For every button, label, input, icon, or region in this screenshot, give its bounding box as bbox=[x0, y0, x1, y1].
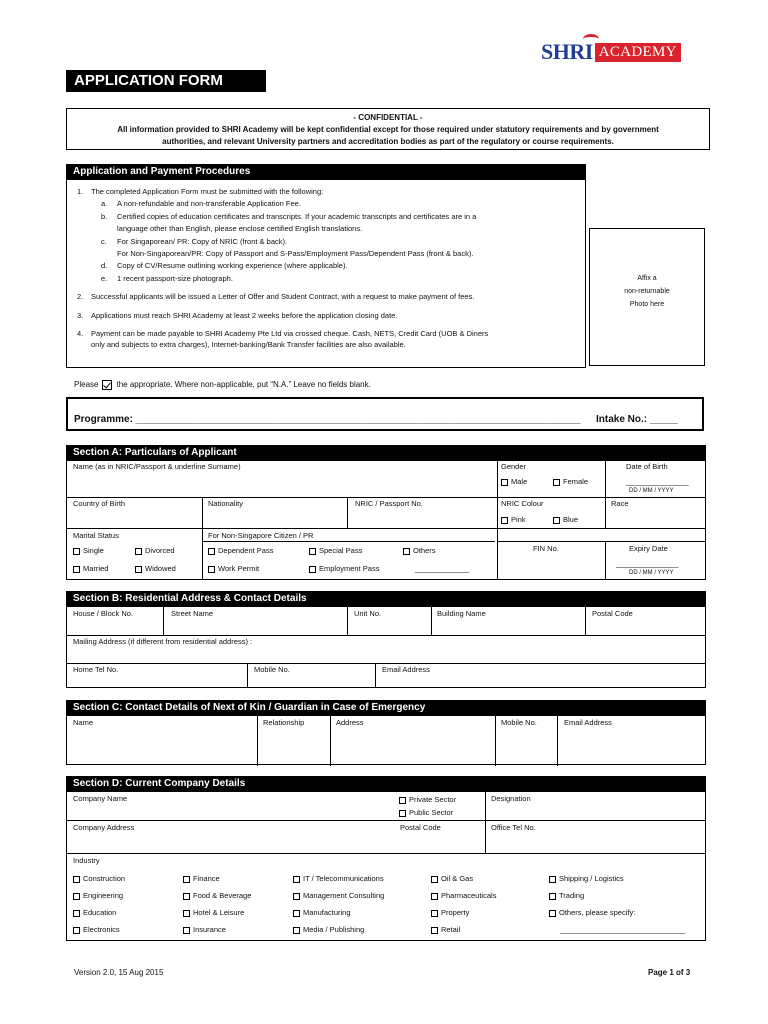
employment-option[interactable] bbox=[309, 564, 379, 573]
expiry-label: Expiry Date bbox=[629, 544, 668, 553]
shri-academy-logo bbox=[541, 40, 681, 64]
procedure-item-4-num: 4. bbox=[77, 329, 84, 339]
pink-checkbox[interactable] bbox=[501, 517, 508, 524]
industry-management[interactable] bbox=[293, 891, 384, 900]
street-label: Street Name bbox=[171, 609, 214, 618]
male-option[interactable] bbox=[501, 477, 527, 486]
section-d bbox=[66, 776, 706, 941]
industry-trading[interactable] bbox=[549, 891, 584, 900]
section-c bbox=[66, 700, 706, 765]
section-a bbox=[66, 445, 706, 580]
confidential-heading: - CONFIDENTIAL - bbox=[353, 113, 423, 122]
non-sg-label: For Non-Singapore Citizen / PR bbox=[208, 531, 314, 540]
female-checkbox[interactable] bbox=[553, 479, 560, 486]
employment-label: Employment Pass bbox=[319, 564, 380, 573]
page-title: APPLICATION FORM bbox=[66, 70, 266, 92]
engineering-label: Engineering bbox=[83, 891, 124, 900]
it-label: IT / Telecommunications bbox=[303, 874, 384, 883]
procedure-sub-d bbox=[73, 260, 579, 272]
building-label: Building Name bbox=[437, 609, 486, 618]
private-checkbox[interactable] bbox=[399, 797, 406, 804]
checkmark-icon bbox=[102, 380, 112, 390]
confidential-line-1: All information provided to SHRI Academy will be kept confidential except for those required under statutory requirements and by government bbox=[117, 125, 659, 134]
industry-media[interactable] bbox=[293, 925, 364, 934]
photo-box[interactable] bbox=[589, 228, 705, 366]
media-label: Media / Publishing bbox=[303, 925, 365, 934]
industry-property[interactable] bbox=[431, 908, 469, 917]
pharma-label: Pharmaceuticals bbox=[441, 891, 497, 900]
public-option[interactable] bbox=[399, 808, 453, 817]
dob-field[interactable]: _______________ bbox=[626, 477, 689, 486]
industry-it[interactable] bbox=[293, 874, 384, 883]
section-b-heading: Section B: Residential Address & Contact Details bbox=[67, 592, 705, 607]
dob-format: DD / MM / YYYY bbox=[629, 488, 674, 494]
divorced-checkbox[interactable] bbox=[135, 548, 142, 555]
property-checkbox[interactable] bbox=[431, 910, 438, 917]
retail-checkbox[interactable] bbox=[431, 927, 438, 934]
private-option[interactable] bbox=[399, 795, 456, 804]
section-b bbox=[66, 591, 706, 688]
logo-arc-icon bbox=[583, 34, 599, 44]
designation-label: Designation bbox=[491, 794, 531, 803]
procedure-sub-d-num: d. bbox=[101, 261, 108, 271]
electronics-label: Electronics bbox=[83, 925, 120, 934]
procedure-sub-a-num: a. bbox=[101, 199, 108, 209]
industry-finance[interactable] bbox=[183, 874, 220, 883]
industry-construction[interactable] bbox=[73, 874, 125, 883]
it-checkbox[interactable] bbox=[293, 876, 300, 883]
oil-checkbox[interactable] bbox=[431, 876, 438, 883]
management-checkbox[interactable] bbox=[293, 893, 300, 900]
male-label: Male bbox=[511, 477, 528, 486]
procedures-box bbox=[66, 164, 586, 368]
engineering-checkbox[interactable] bbox=[73, 893, 80, 900]
kin-email-label: Email Address bbox=[564, 718, 612, 727]
industry-shipping[interactable] bbox=[549, 874, 624, 883]
race-label: Race bbox=[611, 499, 629, 508]
house-label: House / Block No. bbox=[73, 609, 134, 618]
manufacturing-checkbox[interactable] bbox=[293, 910, 300, 917]
intake-field[interactable]: Intake No.: _____ bbox=[596, 414, 678, 425]
programme-field[interactable]: Programme: ________________________________________________________________________________ bbox=[74, 414, 581, 425]
divorced-option[interactable] bbox=[135, 546, 175, 555]
work-label: Work Permit bbox=[218, 564, 260, 573]
company-postal-label: Postal Code bbox=[400, 823, 441, 832]
procedure-sub-b-num: b. bbox=[101, 211, 108, 221]
procedure-sub-b-line-2: language other than English, please enclose certified English translations. bbox=[117, 224, 363, 234]
special-label: Special Pass bbox=[319, 546, 363, 555]
kin-name-label: Name bbox=[73, 718, 94, 727]
photo-line-3: Photo here bbox=[629, 301, 665, 308]
procedure-sub-b-text bbox=[117, 211, 476, 236]
country-label: Country of Birth bbox=[73, 499, 126, 508]
special-option[interactable] bbox=[309, 546, 362, 555]
name-field-label: Name (as in NRIC/Passport & underline Surname) bbox=[73, 462, 241, 471]
retail-label: Retail bbox=[441, 925, 461, 934]
insurance-label: Insurance bbox=[193, 925, 226, 934]
food-label: Food & Beverage bbox=[193, 891, 252, 900]
work-option[interactable] bbox=[208, 564, 259, 573]
logo-academy-text: ACADEMY bbox=[595, 43, 681, 62]
company-name-label: Company Name bbox=[73, 794, 128, 803]
female-option[interactable] bbox=[553, 477, 588, 486]
procedure-item-2 bbox=[73, 291, 579, 303]
finance-label: Finance bbox=[193, 874, 220, 883]
fin-label: FIN No. bbox=[533, 544, 559, 553]
industry-education[interactable] bbox=[73, 908, 116, 917]
shipping-checkbox[interactable] bbox=[549, 876, 556, 883]
logo-shri-text: SHRI bbox=[541, 39, 593, 64]
photo-line-2: non-returnable bbox=[624, 288, 670, 295]
expiry-format: DD / MM / YYYY bbox=[629, 570, 674, 576]
confidential-line-2: authorities, and relevant University partners and accreditation bodies as part of the regulatory or course requirements. bbox=[162, 137, 614, 146]
hotel-checkbox[interactable] bbox=[183, 910, 190, 917]
procedure-sub-e-num: e. bbox=[101, 273, 108, 283]
procedure-sub-c-text bbox=[117, 236, 473, 261]
procedure-item-3 bbox=[73, 310, 579, 322]
married-checkbox[interactable] bbox=[73, 566, 80, 573]
widowed-checkbox[interactable] bbox=[135, 566, 142, 573]
procedure-item-2-num: 2. bbox=[77, 292, 84, 302]
section-c-heading: Section C: Contact Details of Next of Kin / Guardian in Case of Emergency bbox=[67, 701, 705, 716]
mailing-label: Mailing Address (if different from residential address) : bbox=[73, 637, 253, 646]
company-address-label: Company Address bbox=[73, 823, 135, 832]
food-checkbox[interactable] bbox=[183, 893, 190, 900]
male-checkbox[interactable] bbox=[501, 479, 508, 486]
procedure-sub-b-line-1: Certified copies of education certificates and transcripts. If your academic transcripts and certificates are in a bbox=[117, 211, 477, 221]
photo-line-1: Affix a bbox=[637, 275, 657, 282]
industry-retail[interactable] bbox=[431, 925, 460, 934]
special-checkbox[interactable] bbox=[309, 548, 316, 555]
industry-food[interactable] bbox=[183, 891, 251, 900]
procedure-item-3-text: Applications must reach SHRI Academy at least 2 weeks before the application closing date. bbox=[91, 310, 398, 320]
others-specify-field[interactable]: _____________ bbox=[415, 564, 470, 573]
female-label: Female bbox=[563, 477, 589, 486]
finance-checkbox[interactable] bbox=[183, 876, 190, 883]
procedure-item-1 bbox=[73, 186, 579, 198]
expiry-field[interactable]: _______________ bbox=[616, 559, 679, 568]
note-post: the appropriate. Where non-applicable, put “N.A.” Leave no fields blank. bbox=[116, 380, 371, 390]
construction-label: Construction bbox=[83, 874, 126, 883]
others-option[interactable] bbox=[403, 546, 436, 555]
industry-engineering[interactable] bbox=[73, 891, 123, 900]
procedure-sub-c-num: c. bbox=[101, 236, 107, 246]
blue-checkbox[interactable] bbox=[553, 517, 560, 524]
procedure-item-4-text bbox=[91, 328, 488, 350]
education-checkbox[interactable] bbox=[73, 910, 80, 917]
procedure-sub-a bbox=[73, 198, 579, 210]
industry-others[interactable] bbox=[549, 908, 635, 917]
home-tel-label: Home Tel No. bbox=[73, 665, 119, 674]
procedure-item-1-num: 1. bbox=[77, 187, 84, 196]
married-label: Married bbox=[83, 564, 109, 573]
procedure-sub-b bbox=[73, 211, 579, 236]
procedure-item-4-line-1: Payment can be made payable to SHRI Academy Pte Ltd via crossed cheque. Cash, NETS, Credit Card (UOB & Diners bbox=[91, 329, 489, 339]
others-industry-label: Others, please specify: bbox=[559, 908, 636, 917]
nric-colour-label: NRIC Colour bbox=[501, 499, 544, 508]
electronics-checkbox[interactable] bbox=[73, 927, 80, 934]
manufacturing-label: Manufacturing bbox=[303, 908, 351, 917]
section-a-heading: Section A: Particulars of Applicant bbox=[67, 446, 705, 461]
office-tel-label: Office Tel No. bbox=[491, 823, 536, 832]
mobile-label: Mobile No. bbox=[254, 665, 290, 674]
gender-label: Gender bbox=[501, 462, 527, 471]
pharma-checkbox[interactable] bbox=[431, 893, 438, 900]
nationality-label: Nationality bbox=[208, 499, 244, 508]
marital-label: Marital Status bbox=[73, 531, 119, 540]
programme-box bbox=[66, 397, 704, 431]
education-label: Education bbox=[83, 908, 117, 917]
oil-label: Oil & Gas bbox=[441, 874, 474, 883]
pink-label: Pink bbox=[511, 515, 526, 524]
shipping-label: Shipping / Logistics bbox=[559, 874, 624, 883]
postal-label: Postal Code bbox=[592, 609, 633, 618]
instruction-note bbox=[74, 380, 371, 390]
kin-mobile-label: Mobile No. bbox=[501, 718, 537, 727]
trading-label: Trading bbox=[559, 891, 585, 900]
procedure-sub-c-line-2: For Non-Singaporean/PR: Copy of Passport and S-Pass/Employment Pass/Dependent Pass (front & back). bbox=[117, 249, 474, 259]
procedure-sub-e-text: 1 recent passport-size photograph. bbox=[117, 273, 233, 283]
nric-label: NRIC / Passport No. bbox=[355, 499, 423, 508]
others-industry-checkbox[interactable] bbox=[549, 910, 556, 917]
dependent-option[interactable] bbox=[208, 546, 273, 555]
others-checkbox[interactable] bbox=[403, 548, 410, 555]
media-checkbox[interactable] bbox=[293, 927, 300, 934]
procedure-item-4-line-2: only and subjects to extra charges), Internet-banking/Bank Transfer facilities are also available. bbox=[91, 340, 406, 350]
hotel-label: Hotel & Leisure bbox=[193, 908, 245, 917]
version-text: Version 2.0, 15 Aug 2015 bbox=[74, 968, 164, 977]
kin-relationship-label: Relationship bbox=[263, 718, 305, 727]
single-option[interactable] bbox=[73, 546, 104, 555]
dependent-label: Dependent Pass bbox=[218, 546, 274, 555]
single-label: Single bbox=[83, 546, 104, 555]
procedure-item-4 bbox=[73, 328, 579, 350]
page-number: Page 1 of 3 bbox=[648, 968, 691, 977]
section-d-heading: Section D: Current Company Details bbox=[67, 777, 705, 792]
industry-manufacturing[interactable] bbox=[293, 908, 351, 917]
work-checkbox[interactable] bbox=[208, 566, 215, 573]
construction-checkbox[interactable] bbox=[73, 876, 80, 883]
procedure-sub-d-text: Copy of CV/Resume outlining working experience (where applicable). bbox=[117, 261, 348, 271]
industry-hotel[interactable] bbox=[183, 908, 244, 917]
trading-checkbox[interactable] bbox=[549, 893, 556, 900]
widowed-option[interactable] bbox=[135, 564, 176, 573]
private-label: Private Sector bbox=[409, 795, 457, 804]
industry-oil[interactable] bbox=[431, 874, 473, 883]
email-label: Email Address bbox=[382, 665, 430, 674]
industry-insurance[interactable] bbox=[183, 925, 226, 934]
industry-label: Industry bbox=[73, 856, 100, 865]
married-option[interactable] bbox=[73, 564, 108, 573]
others-industry-field[interactable]: ______________________________ bbox=[560, 925, 686, 934]
dependent-checkbox[interactable] bbox=[208, 548, 215, 555]
procedure-item-1-text: The completed Application Form must be submitted with the following: bbox=[91, 187, 324, 196]
blue-label: Blue bbox=[563, 515, 579, 524]
others-label: Others bbox=[413, 546, 436, 555]
procedure-sub-a-text: A non-refundable and non-transferable Application Fee. bbox=[117, 199, 301, 209]
note-pre: Please bbox=[74, 380, 99, 390]
industry-electronics[interactable] bbox=[73, 925, 120, 934]
public-checkbox[interactable] bbox=[399, 810, 406, 817]
widowed-label: Widowed bbox=[145, 564, 176, 573]
property-label: Property bbox=[441, 908, 470, 917]
procedure-item-2-text: Successful applicants will be issued a Letter of Offer and Student Contract, with a request to make payment of fees. bbox=[91, 292, 475, 302]
procedures-heading: Application and Payment Procedures bbox=[67, 165, 585, 180]
kin-address-label: Address bbox=[336, 718, 364, 727]
procedure-sub-e bbox=[73, 273, 579, 285]
industry-pharma[interactable] bbox=[431, 891, 496, 900]
divorced-label: Divorced bbox=[145, 546, 175, 555]
confidential-notice bbox=[66, 108, 710, 150]
single-checkbox[interactable] bbox=[73, 548, 80, 555]
management-label: Management Consulting bbox=[303, 891, 385, 900]
insurance-checkbox[interactable] bbox=[183, 927, 190, 934]
unit-label: Unit No. bbox=[354, 609, 382, 618]
blue-option[interactable] bbox=[553, 515, 578, 524]
public-label: Public Sector bbox=[409, 808, 454, 817]
procedure-item-3-num: 3. bbox=[77, 310, 84, 320]
procedure-sub-c-line-1: For Singaporean/ PR: Copy of NRIC (front & back). bbox=[117, 236, 288, 246]
pink-option[interactable] bbox=[501, 515, 526, 524]
employment-checkbox[interactable] bbox=[309, 566, 316, 573]
procedure-sub-c bbox=[73, 236, 579, 261]
dob-label: Date of Birth bbox=[626, 462, 668, 471]
